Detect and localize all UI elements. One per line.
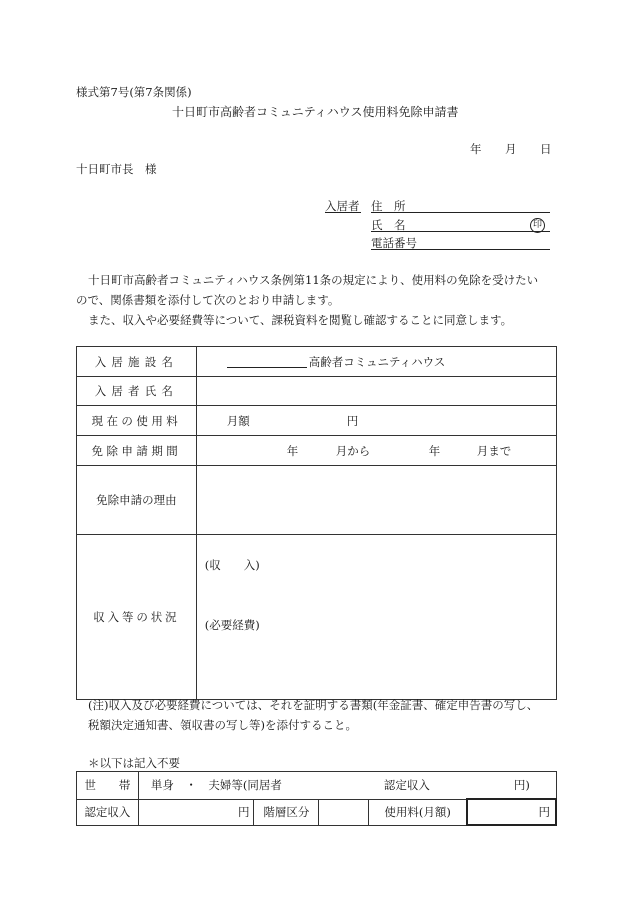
monthly-label: 月額 <box>226 414 250 428</box>
reason-label: 免除申請の理由 <box>96 493 177 507</box>
income-sublabel: (収 入) <box>204 558 260 572</box>
certified-income-yen: 円 <box>237 805 250 819</box>
household-label: 世 帯 <box>84 778 131 793</box>
address-line <box>371 212 550 213</box>
name-line <box>371 231 550 232</box>
resident-name-label: 入居者氏名 <box>94 384 179 398</box>
certified-income-value-cell <box>138 799 254 825</box>
tier-value-cell <box>319 799 369 825</box>
fee-label-cell <box>369 799 468 825</box>
current-fee-yen: 円 <box>346 414 359 428</box>
fee-label: 使用料(月額) <box>384 805 451 819</box>
resident-name-value-cell[interactable] <box>196 377 556 406</box>
income-status-value-cell[interactable] <box>196 535 556 700</box>
tier-label-cell <box>254 799 319 825</box>
expenses-sublabel: (必要経費) <box>204 618 260 632</box>
addressee: 十日町市長 様 <box>76 162 157 176</box>
exemption-period-label: 免除申請期間 <box>91 443 182 458</box>
household-options: 単身 ・ 夫婦等(同居者 <box>150 778 282 792</box>
body-line-1: 十日町市高齢者コミュニティハウス条例第11条の規定により、使用料の免除を受けたい <box>88 273 539 287</box>
seal-icon: 印 <box>530 218 545 233</box>
exemption-period-label-cell <box>77 436 197 466</box>
phone-label: 電話番号 <box>371 236 417 250</box>
tier-label: 階層区分 <box>263 805 310 819</box>
note-line-2: 税額決定通知書、領収書の写し等)を添付すること。 <box>88 718 357 732</box>
current-fee-label-cell <box>77 406 197 436</box>
applicant-role: 入居者 <box>325 199 360 213</box>
certified-income-label-cell <box>77 799 139 825</box>
exemption-period-value-cell[interactable] <box>196 436 556 466</box>
body-line-2: ので、関係書類を添付して次のとおり申請します。 <box>76 293 340 307</box>
office-use-heading: ＊以下は記入不要 <box>88 756 180 770</box>
facility-label-cell <box>77 347 197 377</box>
reason-value-cell[interactable] <box>196 466 556 535</box>
facility-label: 入居施設名 <box>94 354 179 369</box>
fee-yen: 円 <box>538 805 550 819</box>
office-use-table <box>76 771 557 826</box>
period-start-year: 年 <box>286 444 299 458</box>
period-start-month: 月から <box>335 444 371 458</box>
certified-income-yen-close: 円) <box>513 778 530 792</box>
fee-value-cell <box>467 799 556 825</box>
household-value-cell <box>138 772 556 800</box>
reason-label-cell <box>77 466 197 535</box>
income-status-label: 収入等の状況 <box>93 610 180 624</box>
period-end-year: 年 <box>428 444 441 458</box>
body-line-3: また、収入や必要経費等について、課税資料を閲覧し確認することに同意します。 <box>88 313 513 327</box>
facility-value-cell[interactable] <box>196 347 556 377</box>
current-fee-value-cell[interactable] <box>196 406 556 436</box>
household-label-cell <box>77 772 139 800</box>
date-year: 年 <box>470 142 482 156</box>
date-month: 月 <box>505 142 517 156</box>
applicant-role-underline <box>325 212 361 213</box>
phone-line <box>371 249 550 250</box>
facility-name-blank <box>227 367 307 368</box>
note-line-1: (注)収入及び必要経費については、それを証明する書類(年金証書、確定申告書の写し、 <box>88 698 539 712</box>
facility-suffix: 高齢者コミュニティハウス <box>308 355 446 369</box>
certified-income-inline-label: 認定収入 <box>383 778 430 792</box>
certified-income-label: 認定収入 <box>84 805 131 819</box>
form-title: 十日町市高齢者コミュニティハウス使用料免除申請書 <box>172 105 459 119</box>
period-end-month: 月まで <box>476 444 512 458</box>
form-number: 様式第7号(第7条関係) <box>76 85 192 99</box>
income-status-label-cell <box>77 535 197 700</box>
date-day: 日 <box>540 142 552 156</box>
current-fee-label: 現在の使用料 <box>91 413 182 428</box>
main-table <box>76 346 557 700</box>
address-label: 住 所 <box>371 199 406 213</box>
resident-name-label-cell <box>77 377 197 406</box>
name-label: 氏 名 <box>371 218 406 232</box>
